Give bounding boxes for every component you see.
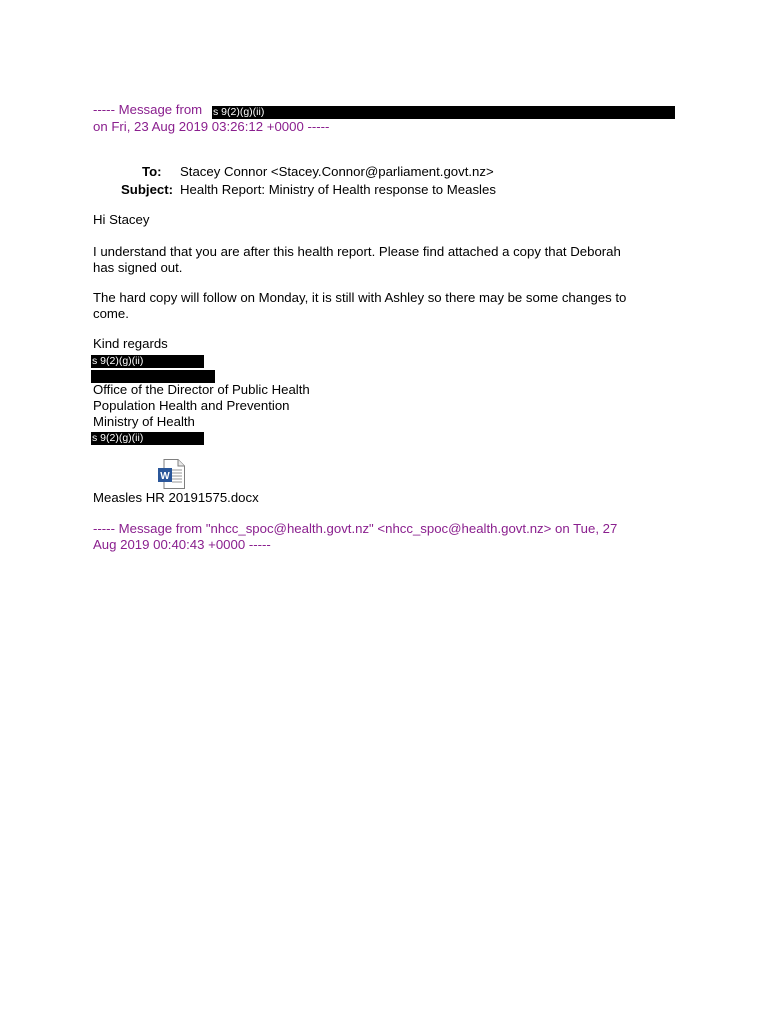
paragraph-1-line-1: I understand that you are after this health report. Please find attached a copy that Deborah (93, 244, 621, 259)
message-header-prefix: ----- Message from (93, 102, 203, 117)
paragraph-1-line-2: has signed out. (93, 260, 183, 275)
signature-division: Population Health and Prevention (93, 398, 290, 413)
message-2-header-line-1: ----- Message from "nhcc_spoc@health.govt.nz" <nhcc_spoc@health.govt.nz> on Tue, 27 (93, 521, 618, 536)
paragraph-2-line-1: The hard copy will follow on Monday, it is still with Ashley so there may be some changes to (93, 290, 627, 305)
signature-office: Office of the Director of Public Health (93, 382, 310, 397)
redaction-signature-contact: s 9(2)(g)(ii) (91, 432, 204, 445)
signature-ministry: Ministry of Health (93, 414, 195, 429)
closing: Kind regards (93, 336, 168, 351)
svg-text:W: W (160, 471, 170, 482)
greeting: Hi Stacey (93, 212, 150, 227)
word-document-icon[interactable] (157, 459, 185, 489)
redaction-signature-name: s 9(2)(g)(ii) (91, 355, 204, 368)
redaction-sender: s 9(2)(g)(ii) (212, 106, 675, 119)
paragraph-2-line-2: come. (93, 306, 129, 321)
subject-label: Subject: (121, 182, 174, 197)
to-label: To: (142, 164, 162, 179)
message-2-header-line-2: Aug 2019 00:40:43 +0000 ----- (93, 537, 271, 552)
message-header-date: on Fri, 23 Aug 2019 03:26:12 +0000 ----- (93, 119, 330, 134)
to-value: Stacey Connor <Stacey.Connor@parliament.govt.nz> (180, 164, 494, 179)
attachment-filename[interactable]: Measles HR 20191575.docx (93, 490, 259, 505)
subject-value: Health Report: Ministry of Health response to Measles (180, 182, 496, 197)
